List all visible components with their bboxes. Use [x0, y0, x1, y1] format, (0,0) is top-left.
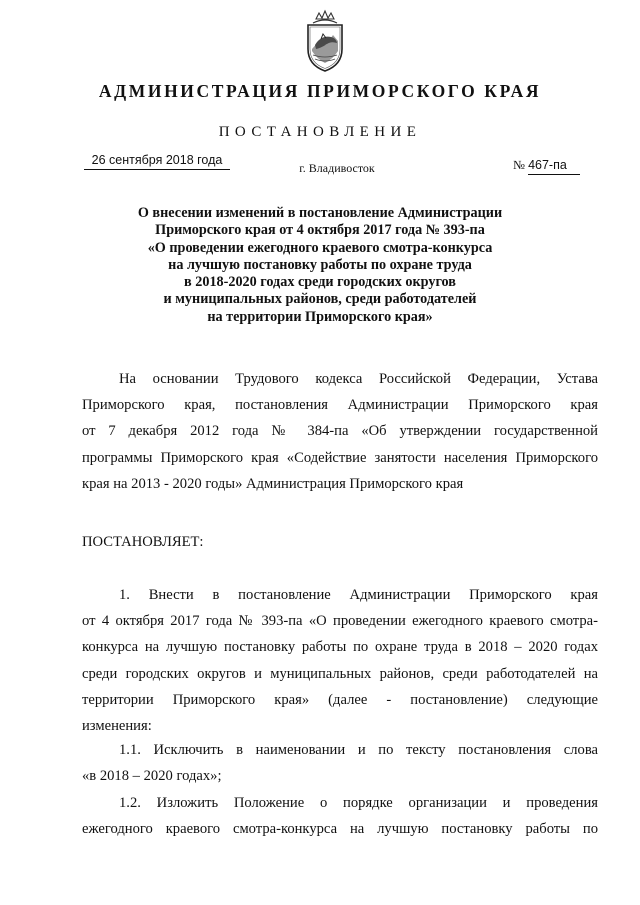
- subject-line: О внесении изменений в постановление Администрации: [137, 205, 503, 221]
- paragraph-item-1-2: [82, 790, 598, 842]
- text-line: территории Приморского края» (далее - постановление) следующие: [82, 691, 598, 708]
- document-number: [513, 158, 593, 175]
- subject-line: «О проведении ежегодного краевого смотра-конкурса: [147, 239, 493, 256]
- text-line: конкурса на лучшую постановку работы по охране труда в 2018 – 2020 годах: [82, 639, 598, 656]
- text-line: края на 2013 - 2020 годы» Администрация Приморского края: [82, 475, 464, 492]
- text-line: от 7 декабря 2012 года № 384-па «Об утверждении государственной: [82, 423, 598, 440]
- paragraph-basis: [82, 366, 598, 497]
- text-line: 1.1. Исключить в наименовании и по тексту постановления слова: [119, 742, 598, 758]
- paragraph-resolves: ПОСТАНОВЛЯЕТ:: [82, 534, 204, 550]
- document-type: ПОСТАНОВЛЕНИЕ: [218, 124, 422, 140]
- subject-line: в 2018-2020 годах среди городских округов: [184, 274, 456, 291]
- subject-line: и муниципальных районов, среди работодателей: [163, 291, 477, 308]
- text-line: от 4 октября 2017 года № 393-па «О проведении ежегодного краевого смотра-: [82, 613, 598, 630]
- text-line: 1.2. Изложить Положение о порядке организации и проведения: [119, 795, 598, 811]
- number-value: 467-па: [528, 158, 580, 175]
- paragraph-item-1: [82, 582, 598, 739]
- subject-line: на лучшую постановку работы по охране труда: [168, 256, 472, 273]
- document-subject: [0, 205, 640, 326]
- organization-title: АДМИНИСТРАЦИЯ ПРИМОРСКОГО КРАЯ: [98, 81, 542, 101]
- text-line: среди городских округов и муниципальных районов, среди работодателей на: [82, 665, 598, 682]
- document-date: 26 сентября 2018 года: [84, 153, 230, 170]
- document-city: г. Владивосток: [299, 161, 375, 175]
- subject-line: на территории Приморского края»: [207, 308, 433, 325]
- number-sign: №: [513, 158, 525, 172]
- text-line: Приморского края, постановления Администрации Приморского края: [82, 397, 598, 414]
- text-line: программы Приморского края «Содействие занятости населения Приморского: [82, 449, 598, 466]
- text-line: ежегодного краевого смотра-конкурса на лучшую постановку работы по: [82, 821, 598, 838]
- text-line: На основании Трудового кодекса Российской Федерации, Устава: [119, 371, 598, 387]
- coat-of-arms-emblem: [299, 5, 351, 75]
- text-line: изменения:: [82, 718, 152, 735]
- text-line: «в 2018 – 2020 годах»;: [82, 768, 222, 785]
- paragraph-item-1-1: [82, 737, 598, 789]
- subject-line: Приморского края от 4 октября 2017 года № 393-па: [155, 222, 485, 239]
- text-line: 1. Внести в постановление Администрации Приморского края: [119, 587, 598, 603]
